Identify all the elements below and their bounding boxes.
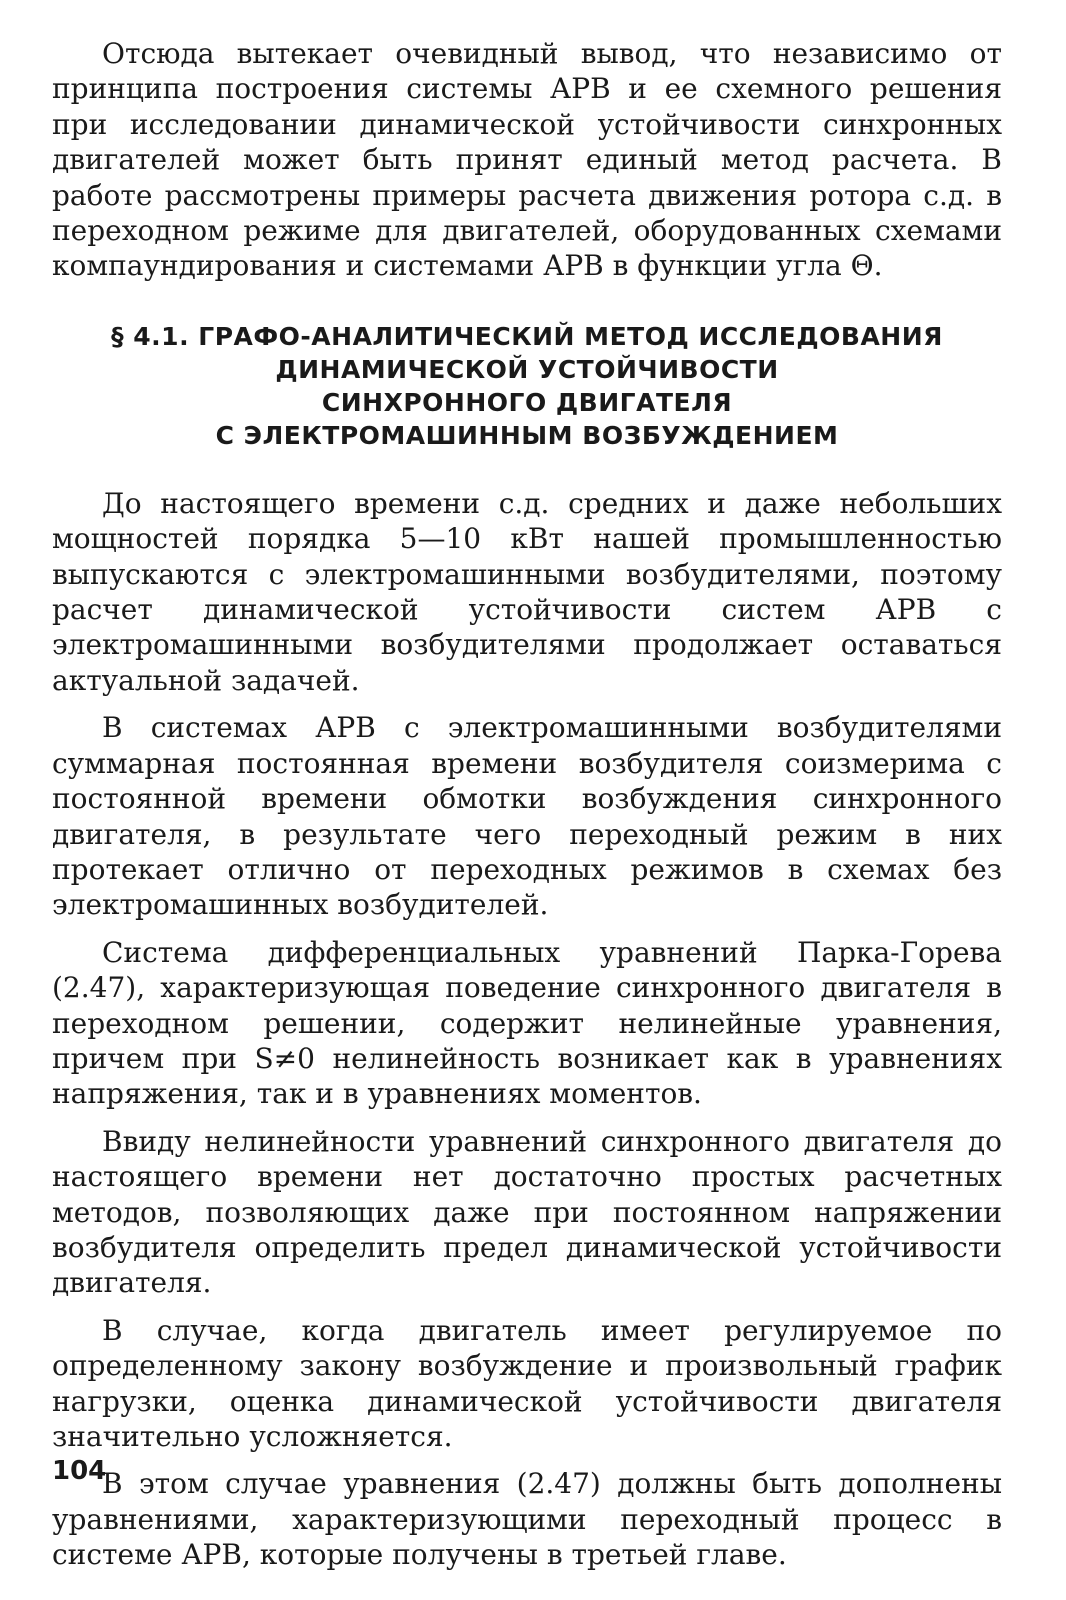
- section-heading-line-1: § 4.1. ГРАФО-АНАЛИТИЧЕСКИЙ МЕТОД ИССЛЕДОВАНИЯ: [111, 321, 943, 351]
- section-heading: [52, 320, 1002, 452]
- section-heading-line-2: ДИНАМИЧЕСКОЙ УСТОЙЧИВОСТИ: [275, 354, 779, 384]
- body-paragraph-4: Ввиду нелинейности уравнений синхронного двигателя до настоящего времени нет достаточно простых расчетных методов, позволяющих даже при постоянном напряжении возбудителя определить предел динамической устойчивости двигателя.: [52, 1124, 1002, 1300]
- body-paragraph-1: До настоящего времени с.д. средних и даже небольших мощностей порядка 5—10 кВт нашей промышленностью выпускаются с электромашинными возбудителями, поэтому расчет динамической устойчивости систем АРВ с электромашинными возбудителями продолжает оставаться актуальной задачей.: [52, 486, 1002, 697]
- body-paragraph-2: В системах АРВ с электромашинными возбудителями суммарная постоянная времени возбудителя соизмерима с постоянной времени обмотки возбуждения синхронного двигателя, в результате чего переходный режим в них протекает отлично от переходных режимов в схемах без электромашинных возбудителей.: [52, 711, 1002, 922]
- page-number: 104: [52, 1456, 107, 1486]
- intro-paragraph: Отсюда вытекает очевидный вывод, что независимо от принципа построения системы АРВ и ее схемного решения при исследовании динамической устойчивости синхронных двигателей может быть принят единый метод расчета. В работе рассмотрены примеры расчета движения ротора с.д. в переходном режиме для двигателей, оборудованных схемами компаундирования и системами АРВ в функции угла Θ.: [52, 37, 1002, 283]
- body-paragraph-3: Система дифференциальных уравнений Парка-Горева (2.47), характеризующая поведение синхронного двигателя в переходном решении, содержит нелинейные уравнения, причем при S≠0 нелинейность возникает как в уравнениях напряжения, так и в уравнениях моментов.: [52, 935, 1002, 1111]
- document-page: [52, 36, 1002, 1572]
- section-heading-line-3: СИНХРОННОГО ДВИГАТЕЛЯ: [321, 387, 733, 417]
- section-heading-line-4: С ЭЛЕКТРОМАШИННЫМ ВОЗБУЖДЕНИЕМ: [215, 420, 839, 450]
- body-paragraph-6: В этом случае уравнения (2.47) должны быть дополнены уравнениями, характеризующими переходный процесс в системе АРВ, которые получены в третьей главе.: [52, 1467, 1002, 1572]
- body-paragraph-5: В случае, когда двигатель имеет регулируемое по определенному закону возбуждение и произвольный график нагрузки, оценка динамической устойчивости двигателя значительно усложняется.: [52, 1313, 1002, 1453]
